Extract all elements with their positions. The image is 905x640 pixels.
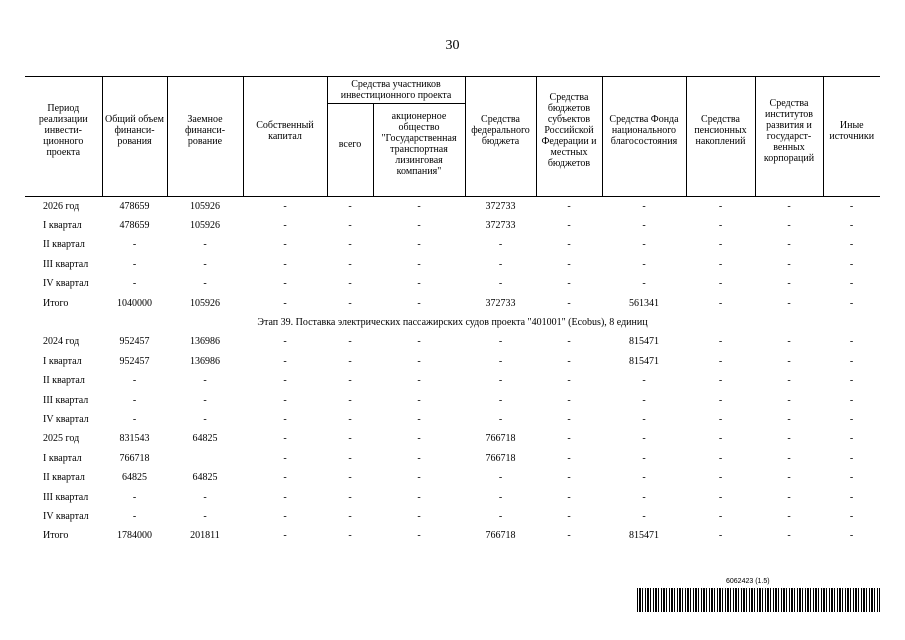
table-cell: - (203, 258, 207, 270)
table-cell: - (203, 491, 207, 503)
table-cell: - (417, 278, 421, 290)
table-row (25, 333, 880, 352)
table-cell: - (642, 220, 646, 232)
table-row (25, 488, 880, 507)
table-cell: - (283, 413, 287, 425)
table-cell: 105926 (190, 200, 220, 212)
table-cell: - (498, 375, 503, 387)
table-cell: - (498, 355, 503, 367)
header-total: Общий объем финанси- рования (102, 77, 167, 185)
table-cell: - (348, 491, 352, 503)
table-cell: - (348, 355, 352, 367)
header-loan: Заемное финанси- рование (167, 77, 243, 185)
table-cell: - (283, 491, 287, 503)
table-cell: - (787, 200, 791, 212)
table-cell: - (283, 278, 287, 290)
table-cell: - (498, 258, 503, 270)
stage-row (25, 313, 880, 332)
table-cell: 831543 (119, 433, 150, 445)
table-cell: - (787, 452, 791, 464)
table-cell: - (283, 258, 287, 270)
table-cell: - (283, 297, 287, 309)
table-cell: - (567, 220, 571, 232)
table-cell: - (417, 510, 421, 522)
table-row (25, 294, 880, 313)
table-cell: - (787, 530, 791, 542)
table-cell: - (132, 278, 137, 290)
table-cell: - (567, 258, 571, 270)
header-period: Период реализации инвести- ционного проекта (25, 77, 102, 185)
table-cell: - (417, 355, 421, 367)
table-cell: - (718, 239, 723, 251)
table-row (25, 430, 880, 449)
header-spacer-row (25, 184, 880, 197)
table-cell: - (849, 278, 854, 290)
header-own-capital: Собственный капитал (243, 77, 327, 185)
table-cell: - (718, 452, 723, 464)
table-cell: - (417, 375, 421, 387)
row-period: Итого (43, 530, 69, 542)
table-cell: - (567, 355, 571, 367)
table-row (25, 255, 880, 274)
table-cell: - (567, 394, 571, 406)
table-cell: 1040000 (117, 297, 152, 309)
table-cell: - (787, 375, 791, 387)
table-row (25, 391, 880, 410)
table-cell: - (348, 452, 352, 464)
table-cell: - (849, 355, 854, 367)
table-cell: - (498, 491, 503, 503)
table-row (25, 527, 880, 546)
table-cell: - (642, 433, 646, 445)
table-cell: 372733 (485, 297, 516, 309)
table-cell: - (718, 433, 723, 445)
table-cell: 952457 (119, 336, 150, 348)
header-pension: Средства пенсионных накоплений (686, 77, 755, 185)
table-cell: - (642, 375, 646, 387)
table-cell: - (849, 510, 854, 522)
row-period: Итого (43, 297, 69, 309)
header-nwf: Средства Фонда национального благосостояния (602, 77, 686, 185)
table-cell: - (417, 336, 421, 348)
table-cell: - (787, 355, 791, 367)
row-period: I квартал (43, 355, 82, 367)
table-cell: - (849, 413, 854, 425)
table-cell: - (642, 200, 646, 212)
table-cell: 105926 (190, 297, 220, 309)
table-cell: - (348, 239, 352, 251)
table-cell: - (417, 258, 421, 270)
table-cell: 815471 (629, 355, 659, 367)
table-cell: - (417, 491, 421, 503)
table-row (25, 410, 880, 429)
table-cell: 766718 (485, 530, 516, 542)
table-cell: - (348, 297, 352, 309)
table-cell: - (417, 297, 421, 309)
row-period: III квартал (43, 394, 89, 406)
table-cell: - (348, 433, 352, 445)
table-cell: 64825 (122, 472, 147, 484)
page-number: 30 (445, 38, 460, 53)
table-cell: 201811 (190, 530, 220, 542)
table-cell: - (417, 413, 421, 425)
table-cell: - (718, 510, 723, 522)
table-cell: - (849, 433, 854, 445)
table-cell: - (567, 239, 571, 251)
row-period: III квартал (43, 491, 89, 503)
table-cell: - (348, 258, 352, 270)
row-period: II квартал (43, 472, 85, 484)
table-cell: - (417, 472, 421, 484)
table-cell: - (132, 491, 137, 503)
table-cell: - (132, 394, 137, 406)
table-cell: 766718 (485, 452, 516, 464)
table-cell: - (203, 394, 207, 406)
table-cell: - (132, 510, 137, 522)
table-cell: - (787, 491, 791, 503)
table-cell: - (642, 491, 646, 503)
table-cell: - (718, 413, 723, 425)
table-cell: 815471 (629, 336, 659, 348)
table-row (25, 507, 880, 526)
header-participants-total: всего (327, 104, 373, 185)
stage-title: Этап 39. Поставка электрических пассажирских судов проекта "401001" (Ecobus), 8 единиц (257, 317, 648, 329)
table-cell: 952457 (119, 355, 150, 367)
row-period: IV квартал (43, 510, 89, 522)
table-cell: - (203, 510, 207, 522)
table-cell: - (849, 530, 854, 542)
table-cell: - (718, 472, 723, 484)
table-cell: - (849, 375, 854, 387)
table-cell: - (348, 278, 352, 290)
header-federal: Средства федерального бюджета (465, 77, 536, 185)
table-cell: - (567, 433, 571, 445)
table-row (25, 216, 880, 235)
row-period: IV квартал (43, 278, 89, 290)
table-cell: 815471 (629, 530, 659, 542)
table-cell: - (567, 278, 571, 290)
table-cell: - (203, 375, 207, 387)
row-period: III квартал (43, 258, 89, 270)
table-cell: 1784000 (117, 530, 152, 542)
table-cell: - (348, 200, 352, 212)
table-cell: - (283, 472, 287, 484)
table-cell: - (498, 394, 503, 406)
table-cell: - (348, 413, 352, 425)
table-cell: - (417, 394, 421, 406)
row-period: I квартал (43, 452, 82, 464)
table-cell: - (283, 433, 287, 445)
table-cell: - (348, 530, 352, 542)
table-cell: - (642, 472, 646, 484)
table-cell: - (718, 258, 723, 270)
table-cell: - (348, 394, 352, 406)
table-cell: - (787, 220, 791, 232)
table-cell: - (283, 394, 287, 406)
table-cell: - (348, 510, 352, 522)
table-cell: - (567, 491, 571, 503)
table-cell: - (567, 452, 571, 464)
table-cell: - (718, 355, 723, 367)
table-cell: 561341 (629, 297, 659, 309)
table-cell: - (787, 278, 791, 290)
table-cell: - (567, 472, 571, 484)
header-regional: Средства бюджетов субъектов Российской Федерации и местных бюджетов (536, 77, 602, 185)
table-cell: - (498, 239, 503, 251)
table-cell: - (567, 200, 571, 212)
table-cell: - (718, 336, 723, 348)
table-cell: - (849, 394, 854, 406)
row-period: 2026 год (43, 200, 80, 212)
table-cell: 136986 (190, 355, 220, 367)
table-cell: - (787, 472, 791, 484)
table-cell: - (642, 239, 646, 251)
table-cell: - (849, 472, 854, 484)
table-cell: - (132, 239, 137, 251)
table-cell: - (849, 336, 854, 348)
table-cell: - (849, 452, 854, 464)
table-cell: - (283, 530, 287, 542)
table-cell: - (718, 220, 723, 232)
table-cell: - (718, 375, 723, 387)
header-institutes: Средства институтов развития и государст- венных корпораций (755, 77, 823, 185)
table-cell: - (498, 510, 503, 522)
table-cell: - (283, 239, 287, 251)
row-period: IV квартал (43, 413, 89, 425)
table-cell: - (849, 491, 854, 503)
table-row (25, 352, 880, 371)
table-cell: 372733 (485, 220, 516, 232)
barcode-icon (637, 588, 880, 612)
table-cell: - (787, 413, 791, 425)
table-row (25, 449, 880, 468)
table-row (25, 468, 880, 487)
table-cell: 105926 (190, 220, 220, 232)
table-cell: 64825 (192, 433, 218, 445)
table-cell: - (718, 394, 723, 406)
table-cell: - (642, 413, 646, 425)
table-cell: - (348, 472, 352, 484)
table-cell: - (417, 433, 421, 445)
table-cell: - (718, 491, 723, 503)
header-other: Иные источники (823, 77, 880, 185)
table-cell: - (567, 510, 571, 522)
table-body (25, 197, 880, 547)
table-cell: - (417, 220, 421, 232)
table-cell: - (718, 200, 723, 212)
table-cell: - (132, 375, 137, 387)
table-cell: - (283, 452, 287, 464)
table-cell: - (787, 297, 791, 309)
table-cell: - (567, 413, 571, 425)
table-cell: - (203, 413, 207, 425)
row-period: I квартал (43, 220, 82, 232)
table-row (25, 236, 880, 255)
table-cell: - (283, 355, 287, 367)
financing-table (25, 76, 880, 546)
table-cell: - (348, 220, 352, 232)
table-cell: - (787, 239, 791, 251)
table-cell: - (718, 530, 723, 542)
table-cell: - (567, 530, 571, 542)
table-cell: - (718, 297, 723, 309)
table-cell: - (849, 220, 854, 232)
table-cell: 766718 (485, 433, 516, 445)
table-cell: 478659 (119, 220, 150, 232)
table-cell: - (567, 375, 571, 387)
table-cell: - (787, 336, 791, 348)
table-cell: - (417, 452, 421, 464)
row-period: II квартал (43, 239, 85, 251)
table-cell: - (642, 394, 646, 406)
table-cell: - (417, 239, 421, 251)
table-cell: - (498, 472, 503, 484)
table-cell: - (718, 278, 723, 290)
table-cell: - (849, 239, 854, 251)
table-cell: - (203, 278, 207, 290)
table-cell: - (348, 336, 352, 348)
table-cell: - (132, 258, 137, 270)
table-cell: - (642, 510, 646, 522)
table-cell: - (787, 258, 791, 270)
table-cell: - (417, 200, 421, 212)
table-cell (167, 449, 243, 468)
table-cell: 766718 (119, 452, 150, 464)
table-row (25, 197, 880, 217)
row-period: II квартал (43, 375, 85, 387)
table-cell: - (132, 413, 137, 425)
row-period: 2024 год (43, 336, 80, 348)
table-cell: - (283, 375, 287, 387)
table-cell: - (348, 375, 352, 387)
table-cell: - (849, 258, 854, 270)
table-cell: - (787, 394, 791, 406)
table-cell: 64825 (192, 472, 218, 484)
header-participants-group: Средства участников инвестиционного проекта (327, 77, 465, 104)
table-cell: - (498, 278, 503, 290)
table-cell: - (787, 510, 791, 522)
table-cell: - (567, 336, 571, 348)
table-cell: - (787, 433, 791, 445)
table-cell: 478659 (119, 200, 150, 212)
table-cell: - (283, 200, 287, 212)
header-participants-company: акционерное общество "Государственная транспортная лизинговая компания" (373, 104, 465, 185)
table-cell: - (498, 413, 503, 425)
table-row (25, 275, 880, 294)
table-cell: - (283, 510, 287, 522)
table-cell: - (642, 452, 646, 464)
table-cell: - (283, 336, 287, 348)
table-cell: - (498, 336, 503, 348)
table-cell: - (849, 200, 854, 212)
table-cell: - (203, 239, 207, 251)
table-cell: - (642, 258, 646, 270)
table-cell: 372733 (485, 200, 516, 212)
table-cell: - (283, 220, 287, 232)
barcode-number: 6062423 (1.5) (726, 578, 770, 585)
table-cell: - (642, 278, 646, 290)
table-cell: - (417, 530, 421, 542)
table-row (25, 372, 880, 391)
table-cell: 136986 (190, 336, 220, 348)
row-period: 2025 год (43, 433, 80, 445)
table-cell: - (567, 297, 571, 309)
table-cell: - (849, 297, 854, 309)
